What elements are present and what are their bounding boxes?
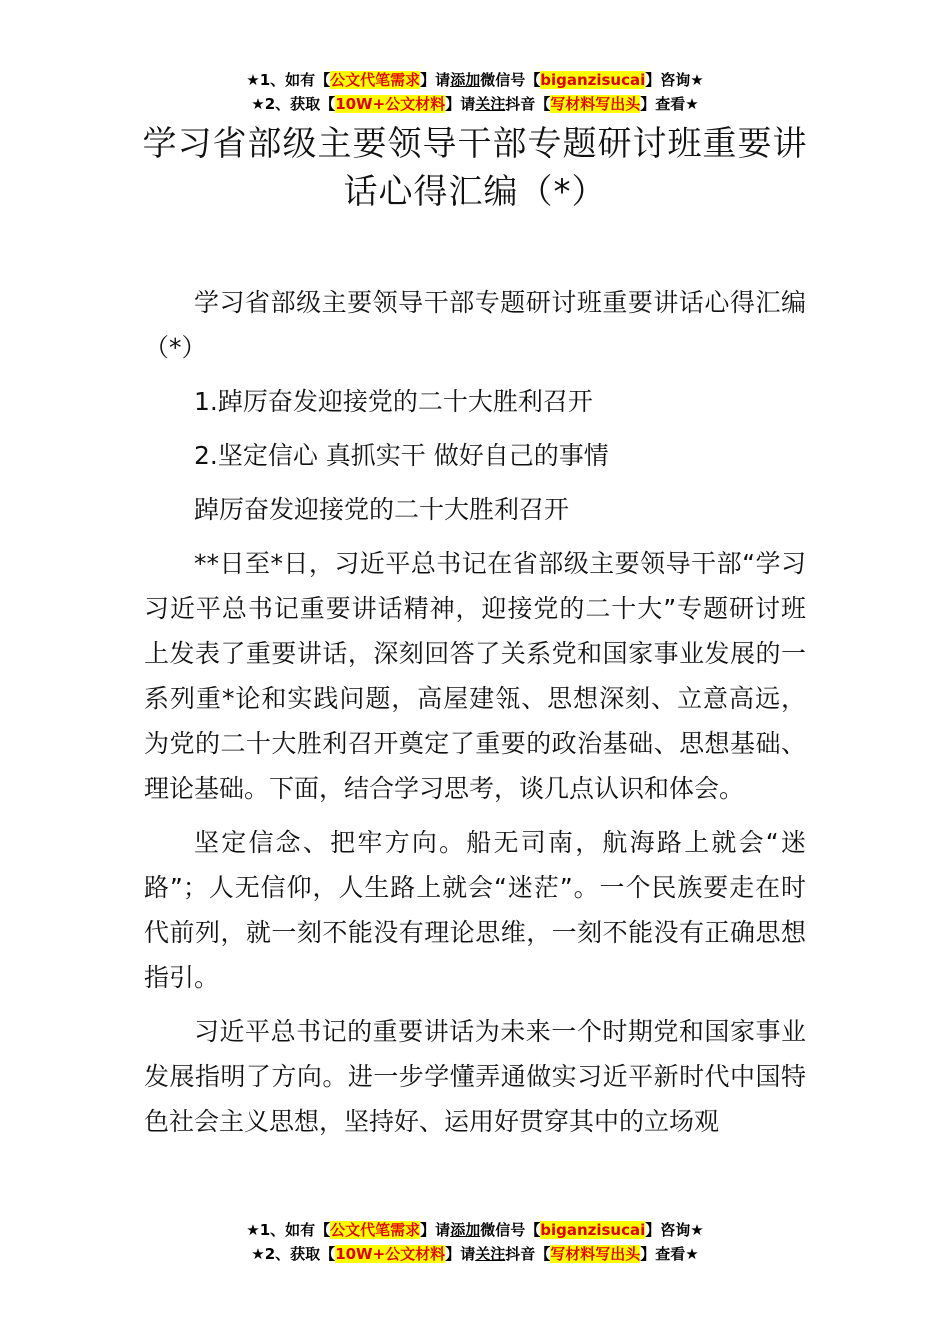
promo-text: 抖音【 bbox=[505, 1245, 551, 1263]
paragraph: 习近平总书记的重要讲话为未来一个时期党和国家事业发展指明了方向。进一步学懂弄通做实习近平新时代中国特色社会主义思想，坚持好、运用好贯穿其中的立场观 bbox=[144, 1017, 806, 1136]
promo-wechat-id: biganzisucai bbox=[540, 71, 646, 89]
paragraph: **日至*日，习近平总书记在省部级主要领导干部“学习习近平总书记重要讲话精神，迎接党的二十大”专题研讨班上发表了重要讲话，深刻回答了关系党和国家事业发展的一系列重*论和实践问题，高屋建瓴、思想深刻、立意高远，为党的二十大胜利召开奠定了重要的政治基础、思想基础、理论基础。下面，结合学习思考，谈几点认识和体会。 bbox=[144, 549, 806, 803]
paragraph: 2.坚定信心 真抓实干 做好自己的事情 bbox=[194, 441, 609, 470]
promo-highlight: 写材料写出头 bbox=[550, 95, 641, 113]
promo-banner-bottom bbox=[0, 1218, 950, 1266]
promo-text: 微信号【 bbox=[480, 1221, 541, 1239]
paragraph: 坚定信念、把牢方向。船无司南，航海路上就会“迷路”；人无信仰，人生路上就会“迷茫”。一个民族要走在时代前列，就一刻不能没有理论思维，一刻不能没有正确思想指引。 bbox=[144, 828, 806, 992]
document-body bbox=[144, 280, 806, 1153]
promo-line-2 bbox=[0, 92, 950, 116]
promo-text: 】咨询★ bbox=[645, 1221, 704, 1239]
promo-underline: 关注 bbox=[475, 95, 506, 113]
promo-highlight: 公文代笔需求 bbox=[330, 1221, 421, 1239]
promo-highlight: 写材料写出头 bbox=[550, 1245, 641, 1263]
document-title: 学习省部级主要领导干部专题研讨班重要讲话心得汇编（*） bbox=[142, 124, 808, 212]
promo-text: 抖音【 bbox=[505, 95, 551, 113]
paragraph: 踔厉奋发迎接党的二十大胜利召开 bbox=[194, 495, 570, 524]
promo-line-1 bbox=[0, 68, 950, 92]
promo-text: ★2、获取【 bbox=[251, 95, 336, 113]
promo-text: 】查看★ bbox=[640, 1245, 699, 1263]
paragraph: 学习省部级主要领导干部专题研讨班重要讲话心得汇编（*） bbox=[144, 288, 806, 362]
promo-line-1 bbox=[0, 1218, 950, 1242]
promo-underline: 添加 bbox=[450, 1221, 481, 1239]
promo-underline: 关注 bbox=[475, 1245, 506, 1263]
promo-text: ★2、获取【 bbox=[251, 1245, 336, 1263]
promo-highlight: 公文代笔需求 bbox=[330, 71, 421, 89]
promo-banner-top bbox=[0, 68, 950, 116]
promo-highlight: 10W+公文材料 bbox=[335, 95, 446, 113]
promo-text: 】请 bbox=[445, 95, 476, 113]
paragraph: 1.踔厉奋发迎接党的二十大胜利召开 bbox=[194, 387, 593, 416]
promo-text: 微信号【 bbox=[480, 71, 541, 89]
promo-text: ★1、如有【 bbox=[246, 71, 331, 89]
promo-highlight: 10W+公文材料 bbox=[335, 1245, 446, 1263]
promo-line-2 bbox=[0, 1242, 950, 1266]
promo-text: 】查看★ bbox=[640, 95, 699, 113]
promo-wechat-id: biganzisucai bbox=[540, 1221, 646, 1239]
promo-text: 】请 bbox=[420, 71, 451, 89]
promo-underline: 添加 bbox=[450, 71, 481, 89]
promo-text: 】请 bbox=[445, 1245, 476, 1263]
promo-text: 】请 bbox=[420, 1221, 451, 1239]
promo-text: 】咨询★ bbox=[645, 71, 704, 89]
promo-text: ★1、如有【 bbox=[246, 1221, 331, 1239]
